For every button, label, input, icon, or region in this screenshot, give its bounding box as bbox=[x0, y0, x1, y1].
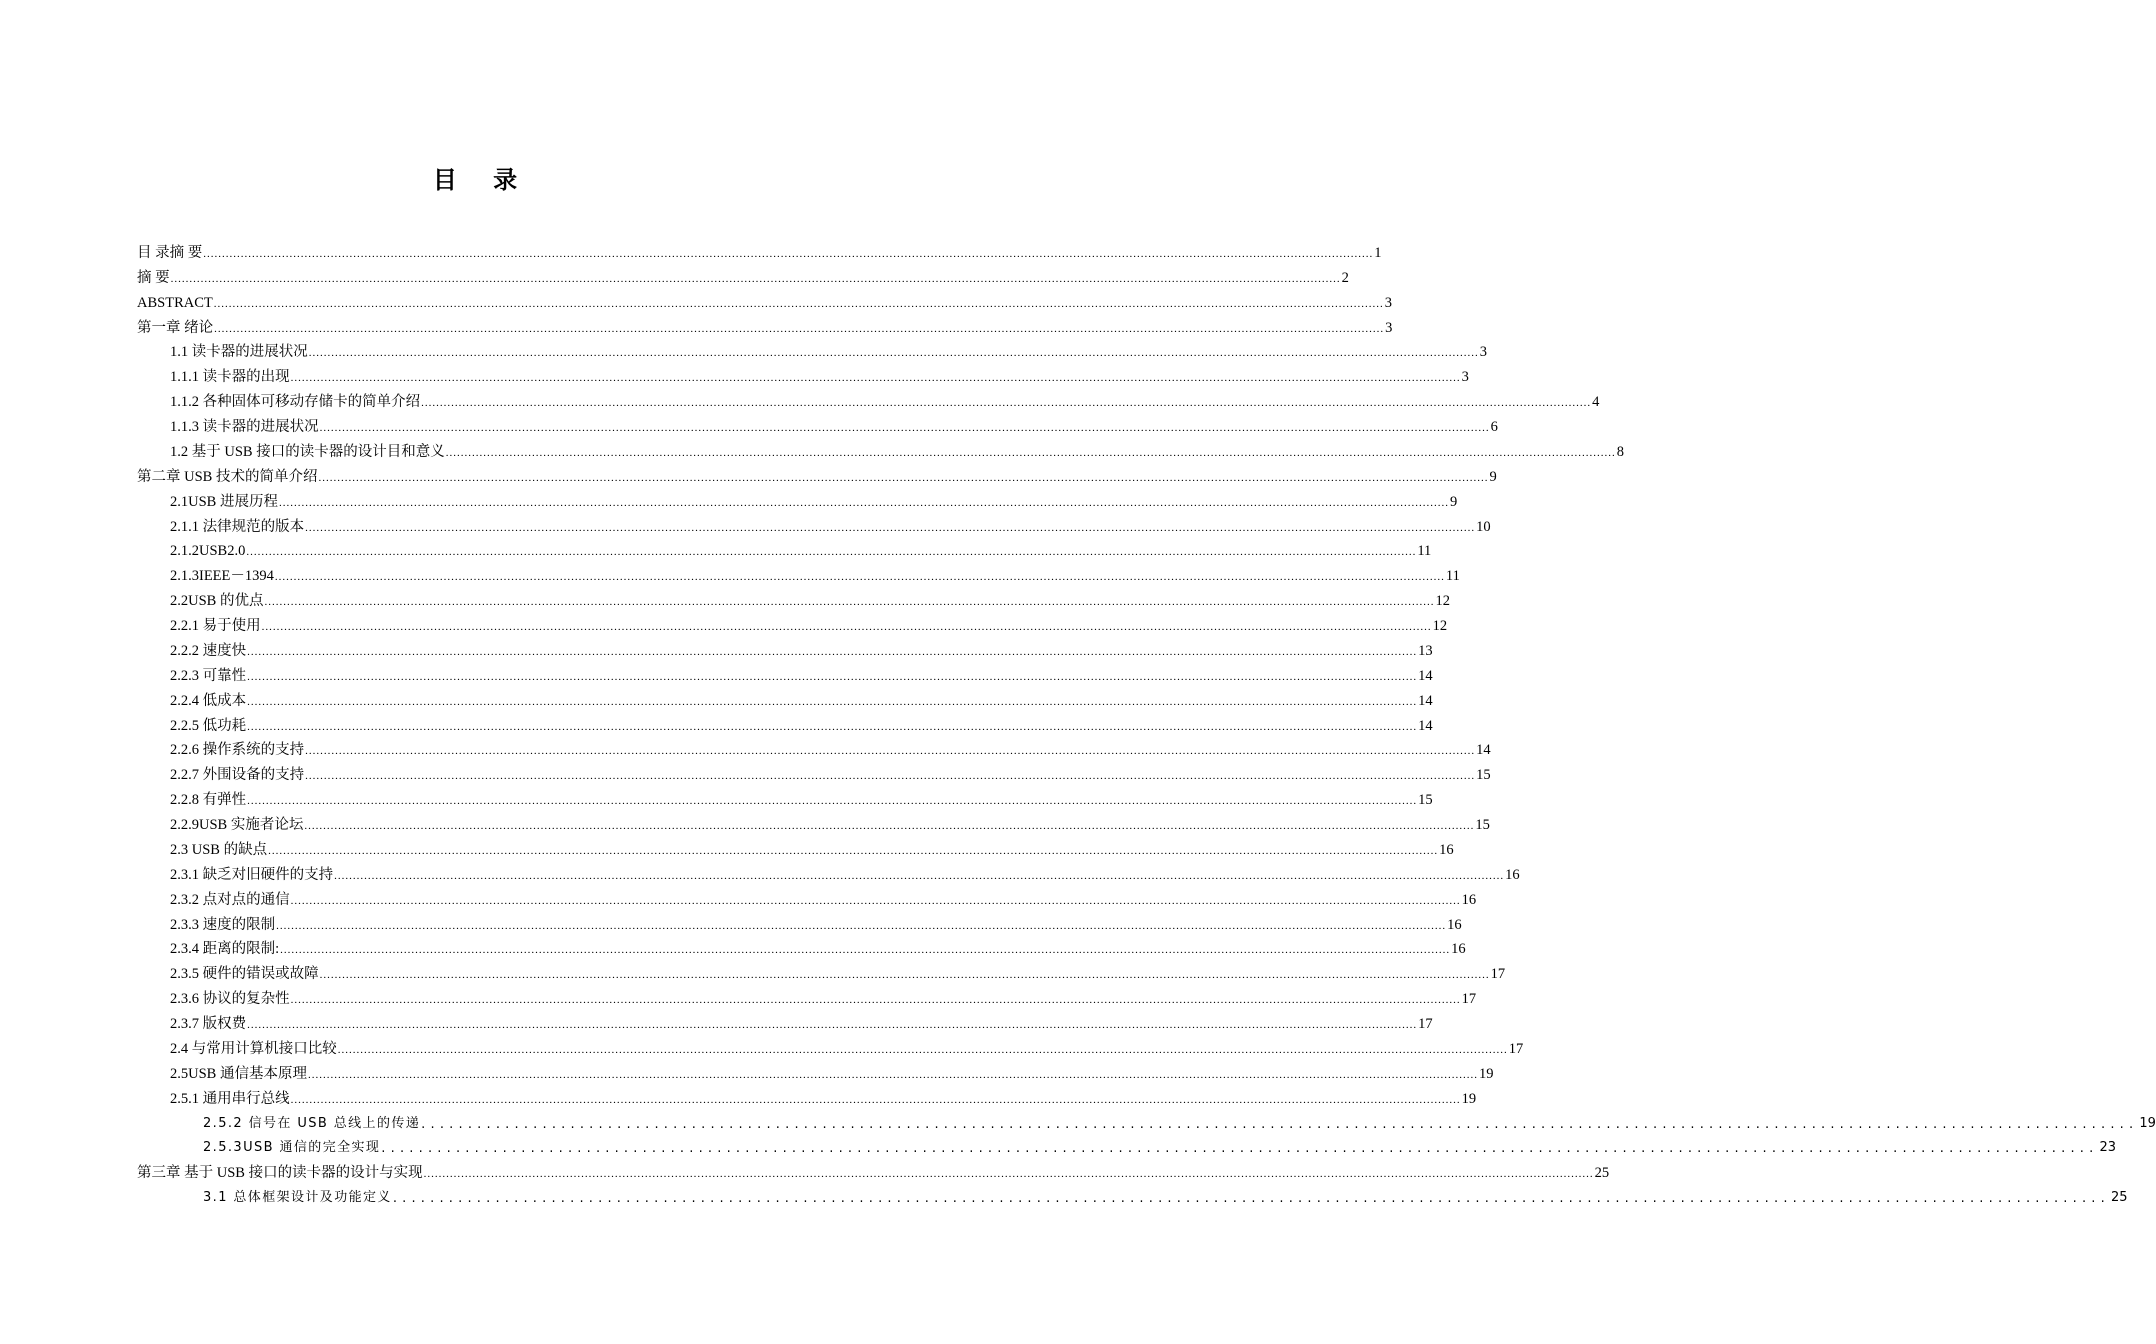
toc-label: 2.3.2 点对点的通信 bbox=[170, 891, 290, 908]
toc-leader: ........................................................................................................................................................................................................................................................................................................................ bbox=[247, 795, 1418, 808]
toc-label: 第一章 绪论 bbox=[137, 319, 214, 336]
toc-leader: ........................................................................................................................................................................................................................................................................................................................ bbox=[334, 869, 1505, 882]
toc-leader: ........................................................................................................................................................................................................................................................................................................................ bbox=[213, 297, 1384, 310]
toc-entry[interactable] bbox=[170, 1057, 1494, 1082]
toc-entry[interactable] bbox=[170, 1032, 1524, 1057]
toc-entry[interactable] bbox=[170, 982, 1477, 1008]
toc-leader: ........................................................................................................................................................................................................................................................................................................................ bbox=[264, 596, 1435, 609]
toc-entry[interactable] bbox=[137, 236, 1382, 261]
toc-page: 14 bbox=[1418, 667, 1433, 684]
toc-entry[interactable] bbox=[137, 460, 1497, 485]
toc-label: 2.5.2 信号在 USB 总线上的传递 bbox=[203, 1115, 421, 1131]
toc-entry[interactable] bbox=[170, 659, 1433, 684]
toc-entry[interactable] bbox=[203, 1107, 2156, 1132]
toc-label: 2.2.9USB 实施者论坛 bbox=[170, 817, 304, 833]
toc-label: 2.1.1 法律规范的版本 bbox=[170, 518, 305, 535]
toc-leader: ........................................................................................................................................................................................................................................................................................................................ bbox=[319, 969, 1490, 982]
toc-leader: ........................................................................................................................................................................................................................................................................................................................ bbox=[203, 247, 1374, 260]
page-title: 目 录 bbox=[432, 166, 532, 194]
toc-page: 25 bbox=[1594, 1165, 1610, 1182]
toc-entry[interactable] bbox=[170, 485, 1458, 510]
toc-page: 16 bbox=[1447, 916, 1462, 933]
toc-entry[interactable] bbox=[170, 336, 1487, 361]
toc-entry[interactable] bbox=[170, 634, 1433, 659]
toc-page: 3 bbox=[1385, 319, 1393, 336]
toc-page: 11 bbox=[1417, 543, 1432, 560]
toc-page: 17 bbox=[1461, 991, 1477, 1008]
toc-page: 14 bbox=[1476, 742, 1491, 759]
toc-label: 2.2.7 外围设备的支持 bbox=[170, 767, 305, 784]
toc-leader: ........................................................................................................................................................................................................................................................................................................................ bbox=[247, 1019, 1418, 1031]
toc-page: 17 bbox=[1490, 966, 1506, 983]
toc-label: 1.1.1 读卡器的出现 bbox=[170, 369, 290, 386]
toc-label: 2.2.3 可靠性 bbox=[170, 667, 247, 684]
toc-leader: ........................................................................................................................................................................................................................................................................................................................ bbox=[290, 994, 1461, 1007]
toc-page: 9 bbox=[1489, 468, 1497, 485]
toc-label: 2.3.6 协议的复杂性 bbox=[170, 991, 290, 1008]
toc-label: 2.3.3 速度的限制 bbox=[170, 916, 276, 933]
toc-page: 25 bbox=[2110, 1190, 2128, 1206]
toc-entry[interactable] bbox=[170, 858, 1520, 883]
toc-leader: ........................................................................................................................................................................................................................................................................................................................ bbox=[307, 1068, 1478, 1081]
toc-entry[interactable] bbox=[170, 609, 1448, 634]
toc-entry[interactable] bbox=[170, 883, 1477, 908]
toc-leader: ........................................................................................................................................................................................................................................................................................................................ bbox=[247, 695, 1418, 708]
toc-page: 3 bbox=[1384, 294, 1392, 311]
toc-page: 3 bbox=[1479, 344, 1487, 361]
toc-label: 2.2.4 低成本 bbox=[170, 692, 247, 709]
toc-label: ABSTRACT bbox=[137, 294, 213, 311]
toc-entry[interactable] bbox=[170, 908, 1462, 933]
toc-leader: ........................................................................................................................................................................................ bbox=[421, 1116, 2139, 1132]
toc-leader: ........................................................................................................................................................................................................................................................................................................................ bbox=[308, 347, 1479, 360]
toc-leader: ........................................................................................................................................................................................................................................................................................................................ bbox=[290, 372, 1461, 385]
toc-entry[interactable] bbox=[170, 435, 1624, 460]
toc-label: 第二章 USB 技术的简单介绍 bbox=[137, 468, 318, 485]
toc-entry[interactable] bbox=[170, 783, 1433, 809]
toc-leader: ........................................................................................................................................................................................ bbox=[392, 1191, 2110, 1207]
toc-leader: ........................................................................................................................................................................................................................................................................................................................ bbox=[290, 1093, 1461, 1106]
toc-page: 8 bbox=[1616, 443, 1624, 460]
toc-entry[interactable] bbox=[137, 261, 1349, 286]
toc-leader: ........................................................................................................................................................................................................................................................................................................................ bbox=[246, 546, 1417, 559]
toc-page: 12 bbox=[1432, 618, 1448, 634]
toc-entry[interactable] bbox=[137, 286, 1392, 311]
toc-entry[interactable] bbox=[170, 1007, 1433, 1032]
toc-label: 2.2.5 低功耗 bbox=[170, 717, 247, 734]
toc-page: 16 bbox=[1461, 891, 1477, 908]
toc-entry[interactable] bbox=[170, 385, 1600, 411]
toc-entry[interactable] bbox=[170, 535, 1432, 560]
toc-leader: ........................................................................................................................................................................................................................................................................................................................ bbox=[276, 919, 1447, 932]
toc-entry[interactable] bbox=[170, 933, 1466, 958]
toc-label: 2.1.2USB2.0 bbox=[170, 543, 246, 560]
toc-label: 2.1.3IEEE－1394 bbox=[170, 568, 274, 585]
toc-entry[interactable] bbox=[203, 1132, 2116, 1157]
toc-leader: ........................................................................................................................................................................................................................................................................................................................ bbox=[247, 670, 1418, 683]
toc-page: 19 bbox=[2139, 1115, 2156, 1131]
toc-entry[interactable] bbox=[170, 709, 1433, 734]
toc-entry[interactable] bbox=[170, 808, 1490, 833]
toc-entry[interactable] bbox=[137, 311, 1393, 336]
toc-leader: ........................................................................................................................................................................................................................................................................................................................ bbox=[280, 944, 1451, 957]
toc-leader: ........................................................................................................................................................................................................................................................................................................................ bbox=[304, 820, 1475, 832]
toc-leader: ........................................................................................................................................................................................................................................................................................................................ bbox=[319, 422, 1490, 434]
toc-leader: ........................................................................................................................................................................................................................................................................................................................ bbox=[247, 645, 1418, 658]
toc-label: 1.1.2 各种固体可移动存储卡的简单介绍 bbox=[170, 394, 421, 411]
toc-leader: ........................................................................................................................................................................................ bbox=[381, 1141, 2099, 1157]
toc-entry[interactable] bbox=[170, 360, 1469, 386]
toc-page: 13 bbox=[1418, 642, 1433, 659]
toc-leader: ........................................................................................................................................................................................................................................................................................................................ bbox=[268, 844, 1439, 857]
toc-label: 2.5.3USB 通信的完全实现 bbox=[203, 1140, 381, 1156]
toc-entry[interactable] bbox=[170, 510, 1491, 535]
toc-page: 16 bbox=[1505, 866, 1520, 883]
toc-label: 1.1 读卡器的进展状况 bbox=[170, 344, 308, 361]
toc-page: 9 bbox=[1449, 493, 1458, 510]
toc-leader: ........................................................................................................................................................................................................................................................................................................................ bbox=[445, 446, 1616, 459]
toc-page: 10 bbox=[1476, 518, 1491, 535]
toc-label: 2.2USB 的优点 bbox=[170, 593, 264, 610]
toc-entry[interactable] bbox=[170, 559, 1460, 585]
toc-leader: ........................................................................................................................................................................................................................................................................................................................ bbox=[423, 1168, 1594, 1181]
toc-leader: ........................................................................................................................................................................................................................................................................................................................ bbox=[337, 1043, 1508, 1056]
toc-page: 16 bbox=[1451, 941, 1466, 958]
toc-page: 23 bbox=[2099, 1140, 2116, 1156]
toc-entry[interactable] bbox=[203, 1181, 2128, 1207]
toc-leader: ........................................................................................................................................................................................................................................................................................................................ bbox=[214, 322, 1385, 335]
toc-page: 3 bbox=[1461, 369, 1469, 386]
toc-label: 2.3.7 版权费 bbox=[170, 1016, 247, 1032]
toc-label: 2.2.2 速度快 bbox=[170, 642, 247, 659]
toc-label: 3.1 总体框架设计及功能定义 bbox=[203, 1190, 392, 1206]
toc-page: 17 bbox=[1508, 1040, 1524, 1057]
toc-page: 4 bbox=[1592, 394, 1600, 411]
toc-page: 14 bbox=[1418, 717, 1433, 734]
toc-page: 2 bbox=[1341, 269, 1349, 286]
toc-leader: ........................................................................................................................................................................................................................................................................................................................ bbox=[305, 770, 1476, 783]
toc-label: 2.3.4 距离的限制: bbox=[170, 941, 280, 958]
toc-label: 2.1USB 进展历程 bbox=[170, 493, 278, 510]
toc-leader: ........................................................................................................................................................................................................................................................................................................................ bbox=[318, 471, 1489, 484]
toc-leader: ........................................................................................................................................................................................................................................................................................................................ bbox=[170, 272, 1341, 285]
toc-label: 2.3 USB 的缺点 bbox=[170, 841, 268, 858]
toc-page: 12 bbox=[1435, 593, 1450, 610]
toc-leader: ........................................................................................................................................................................................................................................................................................................................ bbox=[274, 571, 1445, 584]
toc-page: 15 bbox=[1418, 792, 1433, 809]
toc-label: 2.2.8 有弹性 bbox=[170, 792, 247, 809]
toc-entry[interactable] bbox=[170, 734, 1491, 759]
toc-page: 14 bbox=[1418, 692, 1433, 709]
toc-leader: ........................................................................................................................................................................................................................................................................................................................ bbox=[421, 397, 1592, 410]
toc-entry[interactable] bbox=[170, 833, 1454, 858]
toc-page: 11 bbox=[1445, 568, 1460, 585]
toc-label: 摘 要 bbox=[137, 269, 170, 286]
toc-leader: ........................................................................................................................................................................................................................................................................................................................ bbox=[290, 894, 1461, 907]
toc-entry[interactable] bbox=[170, 410, 1498, 435]
toc-page: 15 bbox=[1475, 817, 1490, 833]
toc-leader: ........................................................................................................................................................................................................................................................................................................................ bbox=[305, 521, 1476, 534]
toc-page: 6 bbox=[1490, 419, 1498, 435]
toc-page: 16 bbox=[1439, 841, 1454, 858]
toc-page: 17 bbox=[1418, 1016, 1433, 1032]
toc-label: 2.2.6 操作系统的支持 bbox=[170, 742, 305, 759]
toc-leader: ........................................................................................................................................................................................................................................................................................................................ bbox=[278, 496, 1449, 509]
toc-label: 2.4 与常用计算机接口比较 bbox=[170, 1040, 337, 1057]
toc-label: 2.5.1 通用串行总线 bbox=[170, 1090, 290, 1107]
toc-label: 1.2 基于 USB 接口的读卡器的设计目和意义 bbox=[170, 443, 445, 460]
toc-label: 2.3.5 硬件的错误或故障 bbox=[170, 966, 319, 983]
toc-entry[interactable] bbox=[137, 1156, 1610, 1182]
toc-entry[interactable] bbox=[170, 957, 1506, 983]
toc-entry[interactable] bbox=[170, 684, 1433, 709]
toc-label: 目 录摘 要 bbox=[137, 244, 203, 261]
toc-label: 1.1.3 读卡器的进展状况 bbox=[170, 419, 319, 435]
toc-page: 19 bbox=[1478, 1065, 1494, 1082]
toc-leader: ........................................................................................................................................................................................................................................................................................................................ bbox=[305, 745, 1476, 758]
toc-label: 2.2.1 易于使用 bbox=[170, 618, 261, 634]
toc-label: 第三章 基于 USB 接口的读卡器的设计与实现 bbox=[137, 1165, 423, 1182]
toc-leader: ........................................................................................................................................................................................................................................................................................................................ bbox=[261, 621, 1432, 633]
toc-page: 1 bbox=[1374, 244, 1382, 261]
toc-page: 15 bbox=[1476, 767, 1491, 784]
toc-label: 2.3.1 缺乏对旧硬件的支持 bbox=[170, 866, 334, 883]
toc-leader: ........................................................................................................................................................................................................................................................................................................................ bbox=[247, 720, 1418, 733]
table-of-contents bbox=[0, 236, 2156, 1207]
toc-entry[interactable] bbox=[170, 584, 1450, 610]
toc-label: 2.5USB 通信基本原理 bbox=[170, 1065, 307, 1082]
toc-page: 19 bbox=[1461, 1090, 1477, 1107]
toc-entry[interactable] bbox=[170, 1082, 1477, 1107]
toc-entry[interactable] bbox=[170, 758, 1491, 784]
